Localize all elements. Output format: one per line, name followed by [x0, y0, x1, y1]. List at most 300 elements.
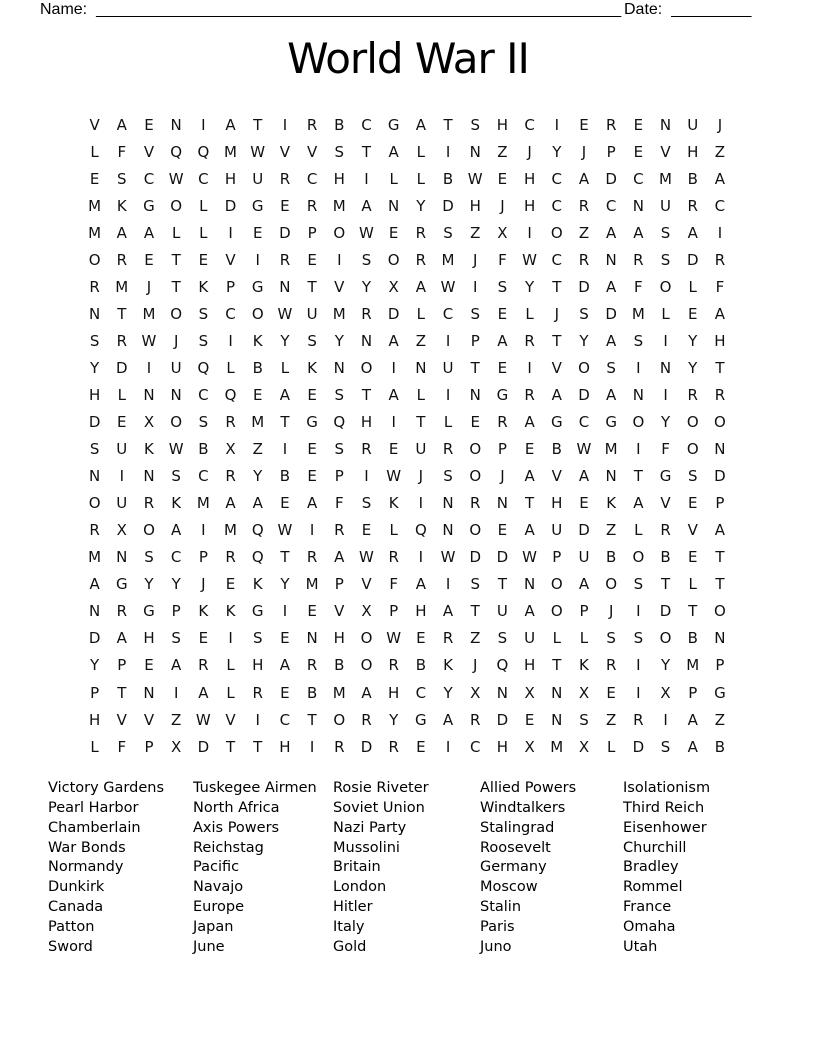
grid-letter: A	[633, 223, 644, 242]
grid-letter: W	[467, 169, 483, 188]
grid-letter: N	[143, 385, 155, 404]
grid-letter: A	[524, 521, 535, 540]
grid-letter: R	[578, 250, 590, 269]
grid-letter: R	[306, 196, 318, 215]
grid-letter: G	[251, 196, 264, 215]
grid-letter: L	[688, 575, 697, 594]
grid-letter: U	[306, 304, 318, 323]
grid-letter: A	[442, 710, 454, 729]
grid-letter: V	[361, 575, 372, 594]
grid-letter: I	[282, 115, 288, 134]
grid-letter: T	[443, 115, 453, 134]
grid-letter: N	[659, 358, 672, 377]
grid-letter: O	[88, 494, 101, 513]
grid-letter: N	[170, 385, 182, 404]
grid-letter: Q	[333, 413, 346, 432]
grid-letter: R	[470, 710, 481, 729]
grid-letter: R	[89, 277, 100, 296]
grid-letter: B	[334, 656, 345, 675]
grid-letter: A	[225, 494, 236, 513]
grid-letter: W	[440, 548, 456, 567]
grid-letter: N	[551, 710, 563, 729]
grid-letter: Y	[171, 575, 181, 594]
grid-letter: R	[361, 440, 372, 459]
grid-letter: G	[496, 385, 509, 404]
grid-letter: S	[579, 710, 589, 729]
grid-letter: A	[497, 331, 508, 350]
grid-letter: J	[717, 115, 723, 134]
grid-letter: S	[633, 575, 644, 594]
grid-letter: D	[88, 629, 101, 648]
grid-letter: W	[440, 277, 456, 296]
grid-letter: U	[551, 521, 563, 540]
grid-letter: I	[445, 575, 451, 594]
grid-letter: D	[605, 304, 617, 323]
grid-letter: P	[307, 223, 317, 242]
grid-letter: T	[715, 575, 725, 594]
grid-letter: R	[388, 548, 399, 567]
grid-letter: I	[364, 169, 369, 188]
grid-letter: A	[116, 223, 127, 242]
grid-letter: V	[551, 467, 562, 486]
grid-letter: S	[470, 115, 480, 134]
grid-letter: N	[632, 196, 644, 215]
word-list-item: Juno	[480, 938, 512, 955]
grid-letter: G	[251, 277, 264, 296]
grid-letter: E	[524, 440, 535, 459]
grid-letter: H	[333, 629, 345, 648]
grid-letter: T	[280, 548, 290, 567]
grid-letter: R	[714, 385, 726, 404]
grid-letter: N	[116, 548, 128, 567]
grid-letter: D	[632, 737, 645, 756]
grid-letter: S	[497, 277, 508, 296]
grid-letter: X	[578, 737, 590, 756]
grid-letter: L	[90, 142, 99, 161]
grid-letter: N	[442, 494, 454, 513]
grid-letter: R	[334, 521, 345, 540]
grid-letter: U	[116, 494, 128, 513]
grid-letter: R	[442, 440, 454, 459]
grid-letter: J	[418, 467, 424, 486]
grid-letter: E	[470, 413, 480, 432]
grid-letter: T	[253, 115, 263, 134]
grid-letter: R	[116, 602, 127, 621]
grid-letter: J	[554, 304, 559, 323]
grid-letter: D	[197, 737, 210, 756]
grid-letter: I	[663, 710, 668, 729]
grid-letter: N	[523, 575, 536, 594]
grid-letter: W	[277, 304, 293, 323]
grid-letter: J	[581, 142, 587, 161]
grid-letter: Z	[497, 142, 508, 161]
grid-letter: Y	[90, 656, 100, 675]
grid-letter: W	[168, 169, 184, 188]
grid-letter: D	[578, 385, 590, 404]
grid-letter: G	[251, 602, 264, 621]
grid-letter: I	[636, 602, 641, 621]
grid-letter: M	[305, 575, 319, 594]
word-list-item: Stalin	[480, 899, 522, 916]
grid-letter: K	[198, 277, 209, 296]
grid-letter: Z	[714, 142, 726, 161]
grid-letter: E	[633, 142, 644, 161]
grid-letter: Z	[606, 710, 617, 729]
grid-letter: X	[470, 683, 481, 702]
grid-letter: A	[606, 385, 617, 404]
word-list-item: Dunkirk	[48, 879, 105, 896]
grid-letter: M	[659, 169, 672, 188]
grid-letter: S	[198, 304, 209, 323]
grid-letter: A	[578, 467, 590, 486]
grid-letter: H	[143, 629, 155, 648]
grid-letter: I	[663, 385, 668, 404]
grid-letter: E	[307, 467, 317, 486]
grid-letter: L	[525, 304, 534, 323]
grid-letter: E	[361, 521, 372, 540]
grid-letter: T	[552, 277, 562, 296]
grid-letter: Q	[251, 548, 264, 567]
grid-letter: K	[144, 440, 154, 459]
grid-letter: U	[170, 358, 182, 377]
grid-letter: I	[527, 223, 532, 242]
grid-letter: H	[523, 196, 536, 215]
grid-letter: H	[496, 737, 509, 756]
grid-letter: P	[226, 277, 236, 296]
grid-letter: E	[606, 683, 616, 702]
grid-letter: K	[579, 656, 589, 675]
grid-letter: E	[524, 710, 535, 729]
grid-letter: D	[496, 548, 509, 567]
grid-letter: L	[579, 629, 589, 648]
grid-letter: N	[143, 683, 155, 702]
grid-letter: G	[115, 575, 128, 594]
grid-letter: L	[661, 304, 670, 323]
grid-letter: E	[497, 358, 508, 377]
grid-letter: S	[633, 629, 644, 648]
grid-letter: L	[634, 521, 643, 540]
grid-letter: R	[225, 413, 236, 432]
grid-letter: I	[255, 250, 260, 269]
word-list-column	[623, 779, 710, 958]
grid-letter: K	[225, 602, 236, 621]
grid-letter: A	[388, 331, 399, 350]
grid-letter: T	[660, 575, 671, 594]
grid-letter: A	[524, 602, 535, 621]
grid-letter: R	[361, 710, 372, 729]
grid-letter: E	[687, 494, 698, 513]
word-list-item: Pacific	[193, 859, 240, 876]
grid-letter: D	[360, 737, 373, 756]
grid-letter: H	[388, 683, 400, 702]
grid-letter: L	[226, 683, 235, 702]
name-blank-line: ___________________________________________________________	[96, 1, 622, 18]
grid-letter: O	[469, 440, 482, 459]
grid-letter: H	[523, 169, 536, 188]
grid-letter: R	[633, 710, 644, 729]
grid-letter: Z	[252, 440, 263, 459]
grid-letter: W	[277, 521, 293, 540]
grid-letter: I	[309, 521, 315, 540]
grid-letter: A	[415, 277, 426, 296]
grid-letter: R	[442, 629, 454, 648]
grid-letter: T	[525, 494, 535, 513]
word-list-item: Nazi Party	[333, 819, 407, 836]
grid-letter: A	[687, 223, 698, 242]
grid-letter: N	[714, 440, 726, 459]
word-list-item: Germany	[480, 859, 547, 876]
grid-letter: M	[332, 683, 346, 702]
grid-letter: S	[606, 358, 616, 377]
grid-letter: V	[89, 115, 100, 134]
word-list-item: Churchill	[623, 839, 687, 856]
grid-letter: E	[687, 304, 698, 323]
grid-letter: N	[551, 683, 563, 702]
word-list-item: Pearl Harbor	[48, 799, 139, 816]
grid-letter: C	[551, 250, 563, 269]
grid-letter: A	[578, 169, 590, 188]
grid-letter: G	[415, 710, 427, 729]
grid-letter: N	[605, 467, 617, 486]
grid-letter: Q	[251, 521, 264, 540]
grid-letter: L	[606, 737, 616, 756]
grid-letter: M	[88, 223, 102, 242]
word-list-item: London	[333, 879, 387, 896]
grid-letter: I	[201, 521, 206, 540]
grid-letter: S	[660, 223, 671, 242]
grid-letter: U	[252, 169, 264, 188]
grid-letter: P	[144, 737, 154, 756]
grid-letter: L	[443, 413, 453, 432]
date-field-group	[624, 1, 751, 19]
grid-letter: A	[524, 413, 535, 432]
word-list-item: Tuskegee Airmen	[193, 780, 317, 796]
grid-letter: K	[252, 331, 263, 350]
grid-letter: X	[116, 521, 127, 540]
grid-letter: R	[89, 521, 100, 540]
grid-letter: C	[415, 683, 427, 702]
word-list-item: Patton	[48, 918, 95, 935]
grid-letter: C	[551, 196, 563, 215]
grid-letter: I	[418, 494, 424, 513]
grid-letter: C	[306, 169, 318, 188]
grid-letter: A	[361, 196, 372, 215]
grid-letter: B	[198, 440, 209, 459]
grid-letter: O	[387, 250, 400, 269]
grid-letter: T	[361, 142, 372, 161]
grid-letter: M	[142, 304, 156, 323]
grid-letter: I	[282, 440, 288, 459]
grid-letter: I	[228, 223, 233, 242]
grid-letter: W	[168, 440, 184, 459]
grid-letter: R	[143, 494, 155, 513]
word-list-item: Gold	[333, 938, 367, 955]
grid-letter: R	[306, 548, 318, 567]
grid-letter: P	[715, 494, 725, 513]
grid-letter: I	[228, 331, 233, 350]
grid-letter: P	[715, 656, 725, 675]
grid-letter: O	[251, 304, 264, 323]
grid-letter: N	[170, 115, 182, 134]
grid-letter: O	[686, 413, 699, 432]
grid-letter: R	[660, 521, 671, 540]
grid-letter: H	[360, 413, 373, 432]
grid-letter: K	[198, 602, 209, 621]
grid-letter: M	[88, 196, 102, 215]
grid-letter: I	[473, 277, 478, 296]
grid-letter: N	[279, 277, 291, 296]
grid-letter: V	[660, 494, 671, 513]
grid-letter: D	[659, 602, 672, 621]
word-list-item: Soviet Union	[333, 799, 425, 816]
grid-letter: S	[660, 737, 671, 756]
grid-letter: T	[171, 277, 181, 296]
grid-letter: Y	[552, 142, 562, 161]
grid-letter: V	[660, 142, 671, 161]
grid-letter: Z	[606, 521, 617, 540]
grid-letter: N	[88, 467, 101, 486]
grid-letter: O	[578, 358, 590, 377]
grid-letter: P	[334, 575, 344, 594]
grid-letter: H	[714, 331, 726, 350]
grid-letter: N	[306, 629, 318, 648]
grid-letter: W	[522, 250, 538, 269]
grid-letter: S	[307, 331, 317, 350]
grid-letter: H	[551, 494, 563, 513]
grid-letter: C	[225, 304, 236, 323]
grid-letter: R	[334, 737, 345, 756]
grid-letter: S	[171, 467, 181, 486]
grid-letter: S	[443, 223, 453, 242]
grid-letter: E	[633, 115, 644, 134]
grid-letter: J	[201, 575, 206, 594]
grid-letter: A	[252, 494, 263, 513]
grid-letter: D	[578, 521, 590, 540]
grid-letter: Q	[197, 142, 210, 161]
grid-letter: G	[605, 413, 617, 432]
grid-letter: I	[636, 358, 641, 377]
grid-letter: Z	[470, 223, 481, 242]
grid-letter: A	[578, 575, 590, 594]
grid-letter: O	[714, 413, 726, 432]
grid-letter: S	[361, 494, 372, 513]
grid-letter: T	[633, 467, 643, 486]
grid-letter: Y	[660, 413, 671, 432]
grid-letter: I	[445, 737, 451, 756]
grid-letter: Y	[280, 331, 290, 350]
grid-letter: B	[252, 358, 263, 377]
word-list-item: Omaha	[623, 918, 676, 935]
grid-letter: W	[250, 142, 266, 161]
grid-letter: I	[173, 683, 179, 702]
grid-letter: M	[88, 548, 102, 567]
grid-letter: Q	[496, 656, 509, 675]
grid-letter: M	[332, 196, 346, 215]
grid-letter: L	[199, 223, 208, 242]
grid-letter: A	[714, 304, 726, 323]
grid-letter: J	[608, 602, 614, 621]
grid-letter: B	[279, 467, 291, 486]
grid-letter: L	[688, 277, 697, 296]
grid-letter: A	[606, 277, 617, 296]
grid-letter: E	[416, 737, 426, 756]
grid-letter: C	[279, 710, 291, 729]
grid-letter: I	[228, 629, 233, 648]
grid-letter: C	[170, 548, 182, 567]
word-list-item: June	[193, 938, 225, 955]
grid-letter: B	[551, 440, 562, 459]
grid-letter: S	[171, 629, 181, 648]
word-list-item: Moscow	[480, 879, 538, 896]
grid-letter: Y	[144, 575, 154, 594]
grid-letter: R	[361, 304, 372, 323]
grid-letter: Y	[688, 358, 698, 377]
grid-letter: E	[280, 494, 290, 513]
grid-letter: M	[631, 304, 645, 323]
grid-letter: N	[88, 304, 101, 323]
grid-letter: A	[334, 548, 345, 567]
grid-letter: E	[388, 440, 399, 459]
grid-letter: R	[252, 683, 263, 702]
grid-letter: Y	[660, 656, 671, 675]
word-list-item: France	[623, 899, 672, 916]
grid-letter: J	[173, 331, 179, 350]
grid-letter: R	[415, 223, 427, 242]
grid-letter: V	[306, 142, 318, 161]
grid-letter: T	[715, 548, 725, 567]
grid-letter: W	[141, 331, 157, 350]
grid-letter: K	[171, 494, 182, 513]
grid-letter: U	[116, 440, 128, 459]
grid-letter: W	[359, 548, 374, 567]
grid-letter: J	[146, 277, 152, 296]
grid-letter: N	[469, 142, 481, 161]
grid-letter: U	[660, 196, 672, 215]
grid-letter: M	[604, 440, 618, 459]
grid-letter: R	[388, 656, 399, 675]
grid-letter: L	[416, 169, 426, 188]
grid-letter: R	[605, 656, 617, 675]
grid-letter: Q	[224, 385, 237, 404]
grid-letter: S	[660, 250, 671, 269]
word-list-item: Navajo	[193, 879, 244, 896]
grid-letter: I	[554, 115, 559, 134]
grid-letter: M	[332, 304, 346, 323]
grid-letter: E	[307, 250, 317, 269]
grid-letter: A	[225, 115, 236, 134]
grid-letter: E	[225, 575, 236, 594]
word-list-item: Rommel	[623, 879, 683, 896]
grid-letter: K	[116, 196, 127, 215]
grid-letter: D	[88, 413, 101, 432]
grid-letter: O	[550, 575, 563, 594]
grid-letter: E	[497, 521, 508, 540]
grid-letter: W	[576, 440, 592, 459]
grid-letter: R	[714, 250, 726, 269]
grid-letter: N	[714, 629, 726, 648]
grid-letter: R	[524, 331, 535, 350]
grid-letter: R	[687, 385, 698, 404]
word-list-item: Eisenhower	[623, 819, 707, 836]
word-list-item: Chamberlain	[48, 819, 141, 836]
grid-letter: N	[659, 115, 672, 134]
grid-letter: S	[89, 440, 100, 459]
grid-letter: N	[496, 494, 509, 513]
grid-letter: R	[306, 115, 318, 134]
grid-letter: C	[442, 304, 454, 323]
grid-letter: P	[117, 656, 127, 675]
grid-letter: M	[196, 494, 210, 513]
